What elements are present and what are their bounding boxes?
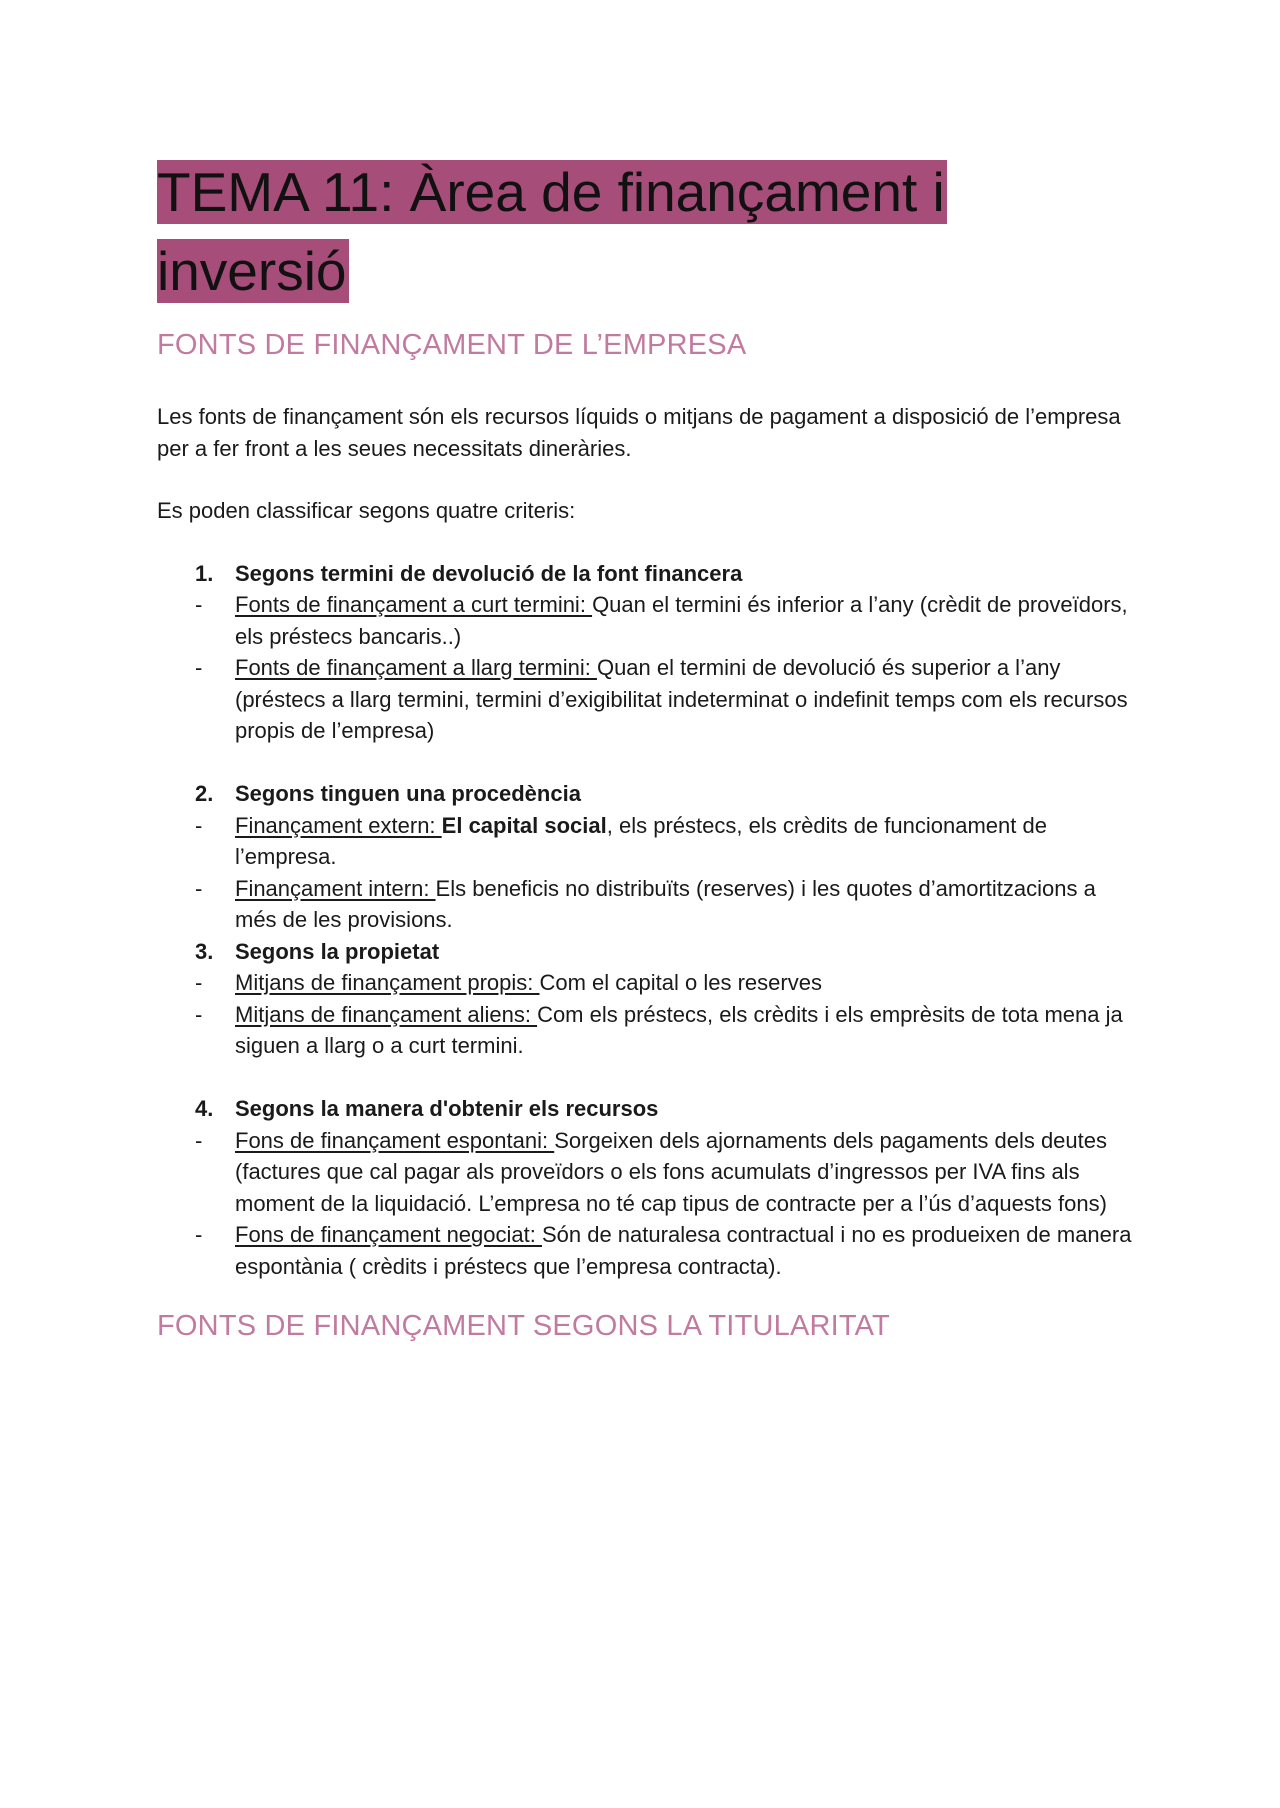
item-text: Els beneficis no distribuïts (reserves) i les quotes d’amortitzacions a més de les provisions.	[235, 875, 1096, 932]
item-label: Fons de finançament negociat:	[235, 1222, 542, 1247]
section-heading-fonts-empresa: FONTS DE FINANÇAMENT DE L’EMPRESA	[157, 329, 747, 361]
list-dash: -	[195, 970, 203, 995]
item-text: Quan el termini és inferior a l’any (crèdit de proveïdors, els préstecs bancaris..)	[235, 592, 1128, 649]
item-label: Mitjans de finançament aliens:	[235, 1001, 538, 1027]
list-dash: -	[195, 1127, 203, 1153]
list-item	[157, 999, 1137, 1062]
criterion-title: Segons la propietat	[235, 938, 440, 964]
list-dash: -	[195, 1001, 203, 1027]
list-dash: -	[195, 655, 203, 680]
item-text: Com el capital o les reserves	[539, 970, 822, 995]
item-label: Finançament extern:	[235, 812, 442, 838]
list-item	[157, 873, 1137, 936]
intro-paragraph: Les fonts de finançament són els recursos líquids o mitjans de pagament a disposició de l’empresa per a fer front a les seues necessitats dineràries.	[157, 404, 1121, 461]
list-item	[157, 810, 1137, 873]
spacer	[157, 747, 1137, 779]
page-title-line-1: TEMA 11: Àrea de finançament i	[157, 161, 945, 223]
criterion-number: 4.	[195, 1096, 214, 1121]
item-bold-text: El capital social	[441, 812, 607, 838]
criteria-list	[157, 558, 1137, 1283]
criterion-number: 3.	[195, 938, 214, 964]
criterion-1	[157, 558, 1137, 590]
item-label: Fonts de finançament a llarg termini:	[235, 655, 597, 680]
item-text: Sorgeixen dels ajornaments dels pagaments dels deutes (factures que cal pagar als proveïdors o els fons acumulats d’ingressos per IVA fins als moment de la liquidació. L’empresa no té cap tipus de contracte per a l’ús d’aquests fons)	[235, 1127, 1108, 1216]
criterion-number: 2.	[195, 781, 214, 806]
list-dash: -	[195, 812, 203, 838]
criterion-2	[157, 778, 1137, 810]
item-text: Quan el termini de devolució és superior a l’any (préstecs a llarg termini, termini d’exigibilitat indeterminat o indefinit temps com els recursos propis de l’empresa)	[235, 655, 1128, 743]
list-item	[157, 967, 1137, 999]
item-text: , els préstecs, els crèdits de funcionament de l’empresa.	[235, 812, 1047, 869]
section-heading-titularitat: FONTS DE FINANÇAMENT SEGONS LA TITULARITAT	[157, 1310, 890, 1342]
item-label: Fons de finançament espontani:	[235, 1127, 555, 1153]
list-item	[157, 589, 1137, 652]
item-label: Finançament intern:	[235, 875, 436, 901]
list-item	[157, 1219, 1137, 1282]
item-label: Mitjans de finançament propis:	[235, 970, 540, 995]
criterion-4	[157, 1093, 1137, 1125]
spacer	[157, 1062, 1137, 1094]
list-dash: -	[195, 875, 203, 901]
list-dash: -	[195, 592, 203, 617]
page-title	[157, 155, 1137, 313]
list-item	[157, 652, 1137, 747]
page-title-line-2: inversió	[157, 240, 347, 302]
criterion-title: Segons termini de devolució de la font financera	[235, 560, 743, 586]
criterion-title: Segons tinguen una procedència	[235, 781, 581, 806]
list-dash: -	[195, 1222, 203, 1247]
item-text: Són de naturalesa contractual i no es produeixen de manera espontània ( crèdits i préstecs que l’empresa contracta).	[235, 1222, 1132, 1279]
list-item	[157, 1125, 1137, 1220]
item-text: Com els préstecs, els crèdits i els emprèsits de tota mena ja siguen a llarg o a curt termini.	[235, 1001, 1123, 1058]
item-label: Fonts de finançament a curt termini:	[235, 592, 593, 617]
criterion-number: 1.	[195, 560, 214, 586]
document-page	[157, 155, 1137, 1346]
criterion-3	[157, 936, 1137, 968]
classify-paragraph: Es poden classificar segons quatre criteris:	[157, 498, 576, 523]
criterion-title: Segons la manera d'obtenir els recursos	[235, 1096, 659, 1121]
